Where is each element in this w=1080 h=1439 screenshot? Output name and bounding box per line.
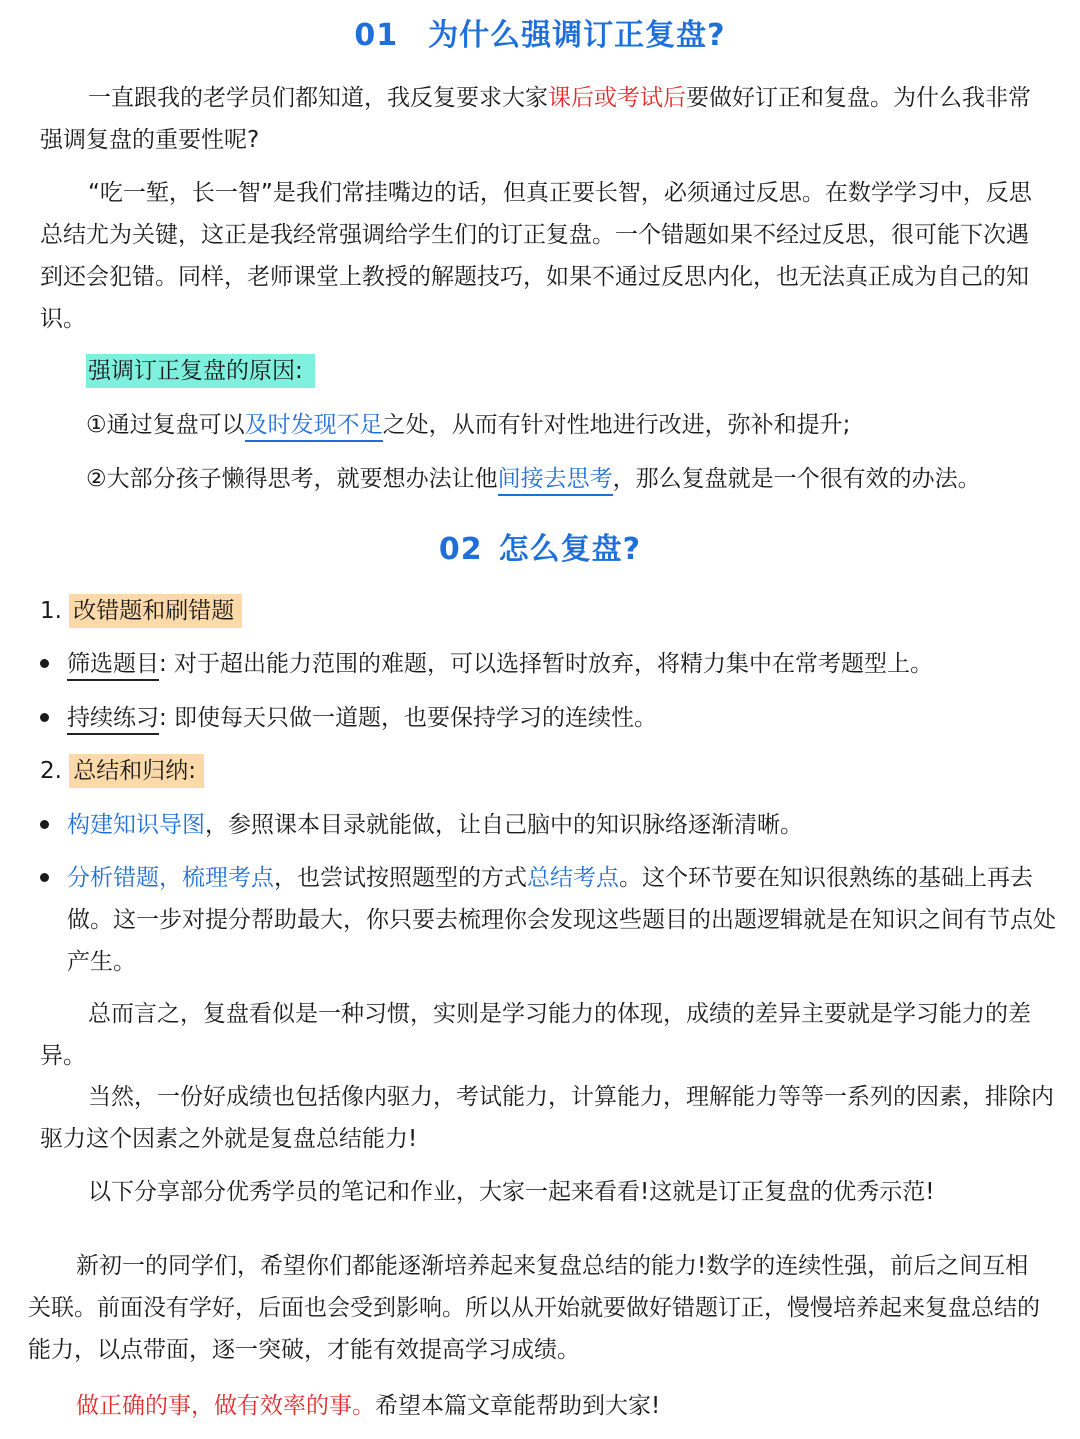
list-item-1-number: 1.	[40, 598, 62, 624]
reason-1	[86, 404, 1056, 446]
para1-highlight-red: 课后或考试后	[548, 85, 686, 111]
closing-paragraph: 新初一的同学们，希望你们都能逐渐培养起来复盘总结的能力!数学的连续性强，前后之间互相关联。前面没有学好，后面也会受到影响。所以从开始就要做好错题订正，慢慢培养起来复盘总结的能力，以点带面，逐一突破，才能有效提高学习成绩。	[28, 1253, 1040, 1363]
section1-heading	[0, 10, 1080, 54]
list-item-2-label: 总结和归纳:	[69, 754, 204, 788]
bullet-item-analysis	[67, 857, 1057, 983]
bullet1-term: 筛选题目	[67, 651, 159, 681]
bullet3-highlight-blue: 构建知识导图	[67, 812, 205, 838]
bullet-dot	[40, 820, 52, 832]
section1-paragraph-1	[40, 77, 1050, 161]
bullet2-text: : 即使每天只做一道题，也要保持学习的连续性。	[159, 705, 658, 731]
bullet-dot	[40, 659, 52, 671]
list-item-2-number: 2.	[40, 758, 62, 784]
bullet1-text: : 对于超出能力范围的难题，可以选择暂时放弃，将精力集中在常考题型上。	[159, 651, 934, 677]
summary-paragraph-2: 当然，一份好成绩也包括像内驱力，考试能力，计算能力，理解能力等等一系列的因素，排除内驱力这个因素之外就是复盘总结能力!	[40, 1084, 1054, 1152]
bullet3-text: ，参照课本目录就能做，让自己脑中的知识脉络逐渐清晰。	[205, 812, 803, 838]
reasons-label: 强调订正复盘的原因:	[86, 354, 315, 388]
section1-number: 01	[354, 18, 399, 53]
bullet-item-filter	[67, 643, 1057, 685]
bullet-dot	[40, 873, 52, 885]
final-line	[76, 1385, 1056, 1427]
section2-number: 02	[438, 532, 483, 567]
section2-title: 怎么复盘?	[498, 532, 642, 567]
list-item-1-label: 改错题和刷错题	[69, 594, 242, 628]
share-paragraph: 以下分享部分优秀学员的笔记和作业，大家一起来看看!这就是订正复盘的优秀示范!	[88, 1179, 935, 1205]
reason1-highlight-blue: 及时发现不足	[245, 412, 383, 442]
reason1-text-end: 之处，从而有针对性地进行改进，弥补和提升;	[382, 412, 851, 438]
bullet2-term: 持续练习	[67, 705, 159, 735]
bullet4-highlight-blue-2: 总结考点	[527, 865, 619, 891]
reason1-text-start: ①通过复盘可以	[86, 412, 245, 438]
final-highlight-red: 做正确的事，做有效率的事。	[76, 1393, 375, 1419]
reason2-text-end: ，那么复盘就是一个很有效的办法。	[612, 466, 981, 492]
reasons-label-block	[86, 350, 315, 392]
final-text: 希望本篇文章能帮助到大家!	[375, 1393, 661, 1419]
summary-paragraph-1: 总而言之，复盘看似是一种习惯，实则是学习能力的体现，成绩的差异主要就是学习能力的差异。	[40, 1001, 1031, 1069]
section1-title: 为什么强调订正复盘?	[428, 18, 726, 53]
list-item-1	[40, 590, 242, 632]
bullet-item-mindmap	[67, 804, 1057, 846]
para1-text-start: 一直跟我的老学员们都知道，我反复要求大家	[88, 85, 548, 111]
bullet4-text-mid: ，也尝试按照题型的方式	[274, 865, 527, 891]
list-item-2	[40, 750, 204, 792]
bullet4-text: 。这个环节要在知识很熟练的基础上再去做。这一步对提分帮助最大，你只要去梳理你会发现这些题目的出题逻辑就是在知识之间有节点处产生。	[67, 865, 1056, 975]
reason2-text-start: ②大部分孩子懒得思考，就要想办法让他	[86, 466, 498, 492]
section2-heading	[0, 524, 1080, 568]
bullet4-highlight-blue-1: 分析错题，梳理考点	[67, 865, 274, 891]
reason2-highlight-blue: 间接去思考	[498, 466, 613, 496]
bullet-dot	[40, 713, 52, 725]
reason-2	[86, 458, 1056, 500]
section1-paragraph-2: “吃一堑，长一智”是我们常挂嘴边的话，但真正要长智，必须通过反思。在数学学习中，反思总结尤为关键，这正是我经常强调给学生们的订正复盘。一个错题如果不经过反思，很可能下次遇到还会犯错。同样，老师课堂上教授的解题技巧，如果不通过反思内化，也无法真正成为自己的知识。	[40, 180, 1032, 332]
bullet-item-practice	[67, 697, 1057, 739]
para1-text-end: 要做好订正和复盘。为什么我非常强调复盘的重要性呢?	[40, 85, 1031, 153]
